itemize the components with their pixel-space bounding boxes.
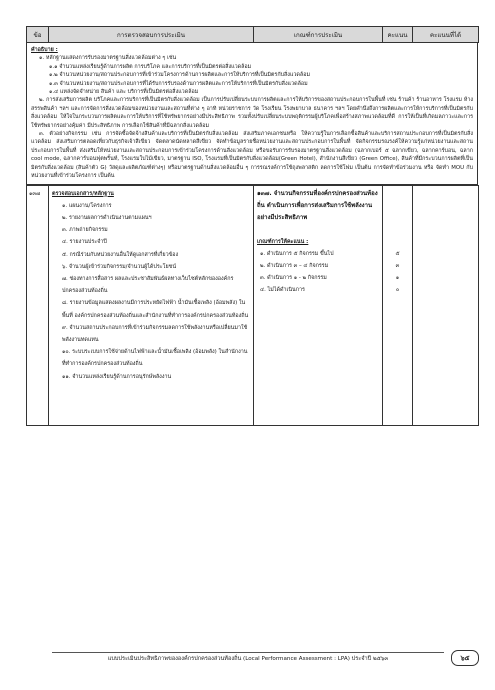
- evidence-line: ๑. แผนงาน/โครงการ: [62, 202, 112, 209]
- score-got-cell: [413, 185, 479, 425]
- explanation-point-1-4: ๑.๔ แหล่งจัดจำหน่าย สินค้า และ บริการที่เป็นมิตรต่อสิ่งแวดล้อม: [49, 89, 199, 96]
- assessment-table: [26, 185, 479, 426]
- criteria-row: ๑. ดำเนินการ ๕ กิจกรรม ขึ้นไป: [260, 250, 334, 257]
- evidence-line: ๑๑. จำนวนแหล่งเรียนรู้ด้านการอนุรักษ์พลังงาน: [62, 373, 172, 380]
- criteria-cell: [254, 185, 383, 425]
- evidence-line: ๙. จำนวนสถานประกอบการที่เข้าร่วมกิจกรรมลดการใช้พลังงานหรือเปลี่ยนมาใช้พลังงานทดแทน: [62, 324, 248, 343]
- score-value: ๑: [395, 274, 400, 281]
- explanation-point-1: ๑. หลักฐานแสดงการรับรองมาตรฐานสิ่งแวดล้อมต่าง ๆ เช่น: [39, 55, 177, 62]
- header-item: การตรวจสอบการประเมิน: [49, 27, 254, 43]
- header-score: คะแนน: [383, 27, 413, 43]
- item-number: ๑๓๗: [27, 185, 49, 425]
- header-score-got: คะแนนที่ได้: [413, 27, 479, 43]
- page-content: [26, 26, 478, 426]
- page-number: ๖๕: [451, 650, 479, 666]
- criteria-row: ๔. ไม่ได้ดำเนินการ: [260, 287, 305, 294]
- evidence-line: ๔. รายงานประจำปี: [62, 239, 107, 246]
- evidence-line: ๕. กรณีร่วมกับหน่วยงานอื่นให้ดูเอกสารที่เกี่ยวข้อง: [62, 251, 179, 258]
- explanation-point-2: ๒. การส่งเสริมการผลิต บริโภคและการบริการที่เป็นมิตรกับสิ่งแวดล้อม เป็นการปรับเปลี่ยนระบบการผลิตและการให้บริการของสถานประกอบการในพื้นที่ เช่น ร้านค้า ร้านอาหาร โรงแรม ห้างสรรพสินค้า ฯลฯ และการจัดการสิ่งแวดล้อมของหน่วยงานและสถานที่ต่าง ๆ อาทิ หน่วยราชการ วัด โรงเรียน โรงพยาบาล ธนาคาร ฯลฯ โดยคำนึงถึงการผลิตและการให้การบริการที่เป็นมิตรกับสิ่งแวดล้อม ให้ใจในกระบวนการผลิตและการให้บริการที่ใช้ทรัพยากรอย่างมีประสิทธิภาพ รวมทั้งปรับเปลี่ยนระบบพฤติกรรมผู้บริโภคเพื่อสร้างสภาพแวดล้อมที่ดี การให้เป็นที่เกิดมลภาวะและการใช้ทรัพยากรอย่างคุ้มค่า มีประสิทธิภาพ การเลือกใช้สินค้าที่มีฉลากสิ่งแวดล้อม: [31, 97, 473, 129]
- header-criteria: เกณฑ์การประเมิน: [254, 27, 383, 43]
- table-header: [26, 26, 479, 43]
- criteria-title: ๑๓๗. จำนวนกิจกรรมที่องค์กรปกครองส่วนท้องถิ่น ดำเนินการเพื่อการส่งเสริมการใช้พลังงานอย่างมีประสิทธิภาพ: [257, 189, 378, 221]
- score-value: ๐: [395, 287, 400, 294]
- explanation-point-3: ๓. ตัวอย่างกิจกรรม เช่น การจัดซื้อจัดจ้างสินค้าและบริการที่เป็นมิตรกับสิ่งแวดล้อม ส่งเสริมภาคเอกชนหรือ ให้ความรู้ในการเลือกซื้อสินค้าและบริการสถานประกอบการที่เป็นมิตรกับสิ่งแวดล้อม ส่งเสริมการตลอดเที่ยวกับธุรกิจเจ้าสีเขียว จัดตลาดนัดหลาดสีเขียว จัดทำข้อมูลรายชื่อหน่วยงานและสถานประกอบการในพื้นที่ จัดกิจกรรมรณรงค์ให้ความรู้แก่หน่วยงานและสถานประกอบการในพื้นที่ ส่งเสริมให้หน่วยงานและสถานประกอบการเข้าร่วมโครงการด้านสิ่งแวดล้อม หรือขอรับการรับรองมาตรฐานสิ่งแวดล้อม (ฉลากเบอร์ ๕ ฉลากเขียว, ฉลากคาร์บอน, ฉลาก cool mode, ฉลากคาร์บอนฟุตพริ้นท์, โรงแรมใบไม้เขียว, มาตรฐาน ISO, โรงแรมที่เป็นมิตรกับสิ่งแวดล้อม(Green Hotel), สำนักงานสีเขียว (Green Office), สินค้าที่มีกระบวนการผลิตที่เป็นมิตรกับสิ่งแวดล้อม (สินค้าตัว G) วัสดุและผลิตภัณฑ์ต่างๆ) หรือมาตรฐานด้านสิ่งแวดล้อมอื่น ๆ การรณรงค์การใช้ถุงพลาสติก ลดการใช้โฟม เป็นต้น การจัดทำข้อร่วมงาน หรือ จัดทำ MOU กับหน่วยงานที่เข้าร่วมโครงการ เป็นต้น: [31, 131, 473, 180]
- footer-text: แบบประเมินประสิทธิภาพขององค์กรปกครองส่วนท้องถิ่น (Local Performance Assessment : LPA) ประจำปี ๒๕๖๓: [52, 652, 444, 663]
- evidence-line: ๑๐. ระบบระเบบการใช้จ่ายด้านไฟฟ้าและน้ำมันเชื้อเพลิง (อ้อมพลัง) ในสำนักงานที่ทำการองค์กรปกครองส่วนท้องถิ่น: [62, 349, 248, 368]
- score-value: ๕: [395, 250, 400, 257]
- evidence-line: ๘. รายงานข้อมูลแสดงผลงานมีการประหยัดไฟฟ้า น้ำมันเชื้อเพลิง (อ้อมพลัง) ในพื้นที่ องค์กรปกครองส่วนท้องถิ่นและสำนักงานที่ทำการองค์กรปกครองส่วนท้องถิ่น: [62, 300, 249, 319]
- evidence-line: ๖. จำนวนผู้เข้าร่วมกิจกรรม/จำนวนผู้ได้ประโยชน์: [62, 263, 177, 270]
- criteria-heading: เกณฑ์การให้คะแนน :: [257, 238, 309, 245]
- evidence-line: ๓. ภาพถ่ายกิจกรรม: [62, 227, 108, 234]
- score-value: ๓: [395, 262, 400, 269]
- criteria-row: ๓. ดำเนินการ ๑ - ๒ กิจกรรม: [260, 275, 327, 282]
- score-cell: [383, 185, 413, 425]
- evidence-cell: [49, 185, 254, 425]
- criteria-row: ๒. ดำเนินการ ๓ – ๔ กิจกรรม: [260, 262, 329, 269]
- evidence-line: ๗. ช่องทางการสื่อสาร ผลและประชาสัมพันธ์ผลทางเว็บไซต์หลักขององค์กรปกครองส่วนท้องถิ่น: [62, 275, 234, 295]
- evidence-line: ๒. รายงานผลการดำเนินงานตามแผนฯ: [62, 214, 152, 221]
- explanation-point-1-1: ๑.๑ จำนวนแหล่งเรียนรู้ด้านการผลิต การบริโภค และการบริการที่เป็นมิตรต่อสิ่งแวดล้อม: [49, 63, 252, 70]
- header-no: ข้อ: [27, 27, 49, 43]
- explanation-point-1-2: ๑.๒ จำนวนหน่วยงาน/สถานประกอบการที่เข้าร่วมโครงการด้านการผลิตและการให้บริการที่เป็นมิตรกับสิ่งแวดล้อม: [49, 72, 311, 79]
- explanation-point-1-3: ๑.๓ จำนวนหน่วยงาน/สถานประกอบการที่ได้รับการรับรองด้านการผลิตและการให้บริการที่เป็นมิตรกับสิ่งแวดล้อม: [49, 80, 308, 87]
- explanation-label: คำอธิบาย :: [31, 47, 58, 53]
- explanation-box: [26, 43, 478, 185]
- evidence-heading: ตรวจสอบเอกสาร/หลักฐาน: [52, 190, 114, 197]
